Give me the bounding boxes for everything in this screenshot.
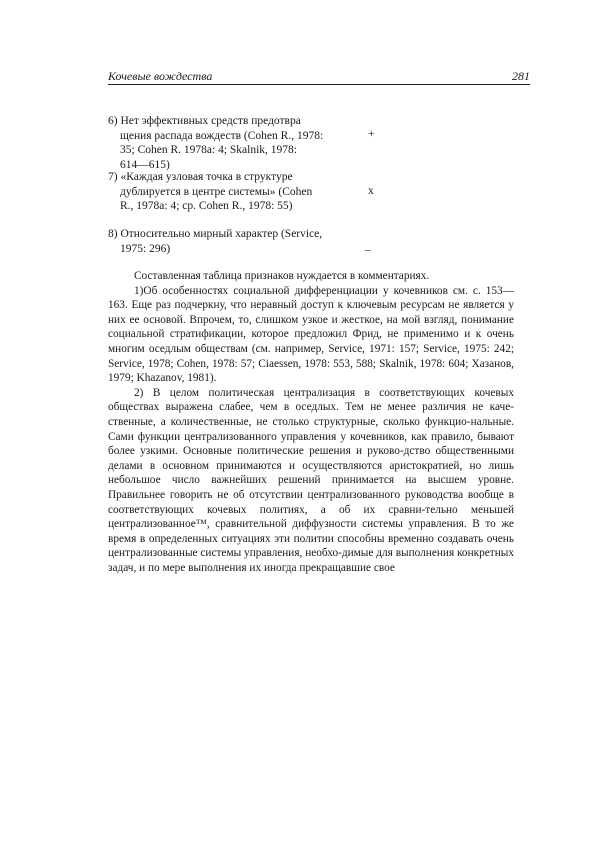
paragraph: 2) В целом политическая централизация в соответствующих кочевых обществах выражена слабее, чем в оседлых. Тем не менее различия не каче-ственные, а количественные, не столько структурные, сколько функцио-нальные. Сами функции централизованного управления у кочевников, как правило, бывают более узкими. Основные политические решения и руково-дство общественными делами в основном принимаются и осуществляются аристократией, но лишь небольшое число важнейших решений принимается на высшем уровне. Правильнее говорить не об отсутствии централизованного руководства вообще в соответствующих кочевых политиях, а об их сравни-тельно меньшей централизованное™, сравнительной диффузности системы управления. В то же время в определенных ситуациях эти политии способны временно создавать очень централизованные системы управления, необхо-димые для выполнения конкретных задач, и по мере выполнения их иногда прекращавшие свое: [108, 386, 514, 574]
item-line: 614—615): [120, 158, 170, 171]
paragraph: Составленная таблица признаков нуждается в комментариях.: [134, 270, 430, 282]
item-line: 8) Относительно мирный характер (Service,: [108, 228, 323, 240]
running-header: [108, 70, 530, 85]
running-title: Кочевые вождества: [108, 69, 213, 83]
item-line: 1975: 296): [120, 242, 171, 255]
body-text: [108, 269, 514, 575]
item-line: щения распада вождеств (Cohen R., 1978:: [120, 129, 324, 142]
item-line: R., 1978a: 4; ср. Cohen R., 1978: 55): [120, 200, 293, 212]
paragraph: 1)Об особенностях социальной дифференциации у кочевников см. с. 153—163. Еще раз подчеркну, что неравный доступ к ключевым ресурсам не является у них ее основой. Впрочем, то, слишком узкое и жесткое, на мой взгляд, понимание социальной стратификации, которое предложил Фрид, не применимо и к очень многим оседлым обществам (см. например, Service, 1971: 157; Service, 1975: 242; Service, 1978; Cohen, 1978: 57; Ciaessen, 1978: 553, 588; Skalnik, 1978: 604; Хазанов, 1979; Khazanov, 1981).: [108, 284, 514, 385]
list-item-8: [108, 227, 388, 256]
item-mark: +: [368, 128, 375, 140]
list-item-7: [108, 170, 388, 214]
item-line: 7) «Каждая узловая точка в структуре: [108, 171, 293, 183]
item-line: дублируется в центре системы» (Cohen: [120, 185, 313, 198]
list-item-6: [108, 114, 388, 172]
page-number: 281: [512, 69, 530, 83]
item-line: 6) Нет эффективных средств предотвра: [108, 115, 301, 127]
item-mark: _: [365, 240, 371, 252]
item-mark: x: [368, 185, 374, 197]
item-line: 35; Cohen R. 1978a: 4; Skalnik, 1978:: [120, 144, 297, 156]
